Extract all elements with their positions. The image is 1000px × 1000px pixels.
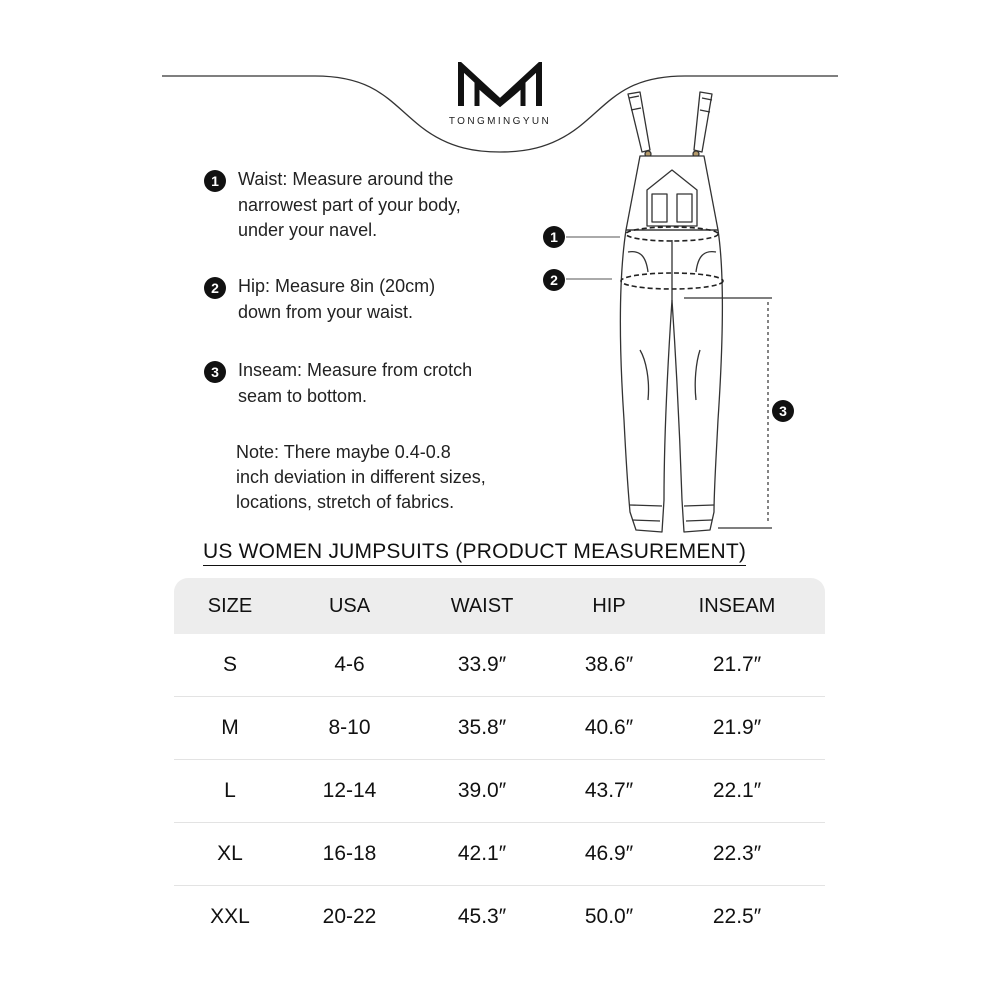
cell-hip: 43.7″ [584, 779, 634, 802]
instruction-line: seam to bottom. [238, 385, 368, 406]
instruction-line: down from your waist. [238, 301, 414, 322]
column-header-size: SIZE [207, 594, 253, 617]
cell-size: XXL [210, 905, 250, 928]
number-badge-2: 2 [204, 277, 226, 299]
brand-name: TONGMINGYUN [448, 116, 552, 127]
cell-size: S [222, 653, 237, 676]
cell-waist: 33.9″ [457, 653, 507, 676]
instruction-line: under your navel. [238, 220, 378, 240]
column-header-usa: USA [328, 594, 371, 617]
cell-waist: 35.8″ [457, 716, 507, 739]
note-line: inch deviation in different sizes, [236, 467, 486, 487]
diagram-marker-2: 2 [543, 269, 565, 291]
table-row [174, 823, 825, 886]
overalls-illustration [530, 80, 830, 540]
cell-inseam: 22.1″ [712, 779, 762, 802]
cell-size: M [221, 716, 239, 739]
cell-usa: 20-22 [322, 905, 377, 928]
cell-usa: 16-18 [322, 842, 377, 865]
instruction-line: narrowest part of your body, [238, 194, 461, 215]
note-line: locations, stretch of fabrics. [236, 492, 455, 512]
column-header-waist: WAIST [450, 594, 514, 617]
table-row [174, 886, 825, 948]
cell-inseam: 22.5″ [712, 905, 762, 928]
table-row [174, 760, 825, 823]
number-badge-3: 3 [204, 361, 226, 383]
cell-waist: 42.1″ [457, 842, 507, 865]
table-title: US WOMEN JUMPSUITS (PRODUCT MEASUREMENT) [203, 540, 746, 566]
cell-size: L [224, 779, 236, 802]
instruction-line: Hip: Measure 8in (20cm) [238, 276, 436, 296]
cell-inseam: 21.7″ [712, 653, 762, 676]
table-row [174, 697, 825, 760]
diagram-marker-3: 3 [772, 400, 794, 422]
cell-hip: 40.6″ [584, 716, 634, 739]
deviation-note [236, 440, 486, 515]
cell-usa: 4-6 [334, 653, 365, 676]
cell-inseam: 21.9″ [712, 716, 762, 739]
table-row [174, 634, 825, 697]
cell-hip: 50.0″ [584, 905, 634, 928]
cell-usa: 8-10 [328, 716, 371, 739]
cell-inseam: 22.3″ [712, 842, 762, 865]
cell-waist: 39.0″ [457, 779, 507, 802]
column-header-hip: HIP [592, 594, 626, 617]
instruction-line: Waist: Measure around the [238, 169, 454, 189]
cell-size: XL [217, 842, 243, 865]
cell-hip: 46.9″ [584, 842, 634, 865]
cell-usa: 12-14 [322, 779, 377, 802]
cell-hip: 38.6″ [584, 653, 634, 676]
number-badge-1: 1 [204, 170, 226, 192]
diagram-marker-1: 1 [543, 226, 565, 248]
table-header-row [174, 578, 825, 634]
note-line: Note: There maybe 0.4-0.8 [236, 442, 451, 462]
size-chart-table [174, 578, 825, 948]
cell-waist: 45.3″ [457, 905, 507, 928]
column-header-inseam: INSEAM [698, 594, 776, 617]
instruction-line: Inseam: Measure from crotch [238, 360, 473, 380]
